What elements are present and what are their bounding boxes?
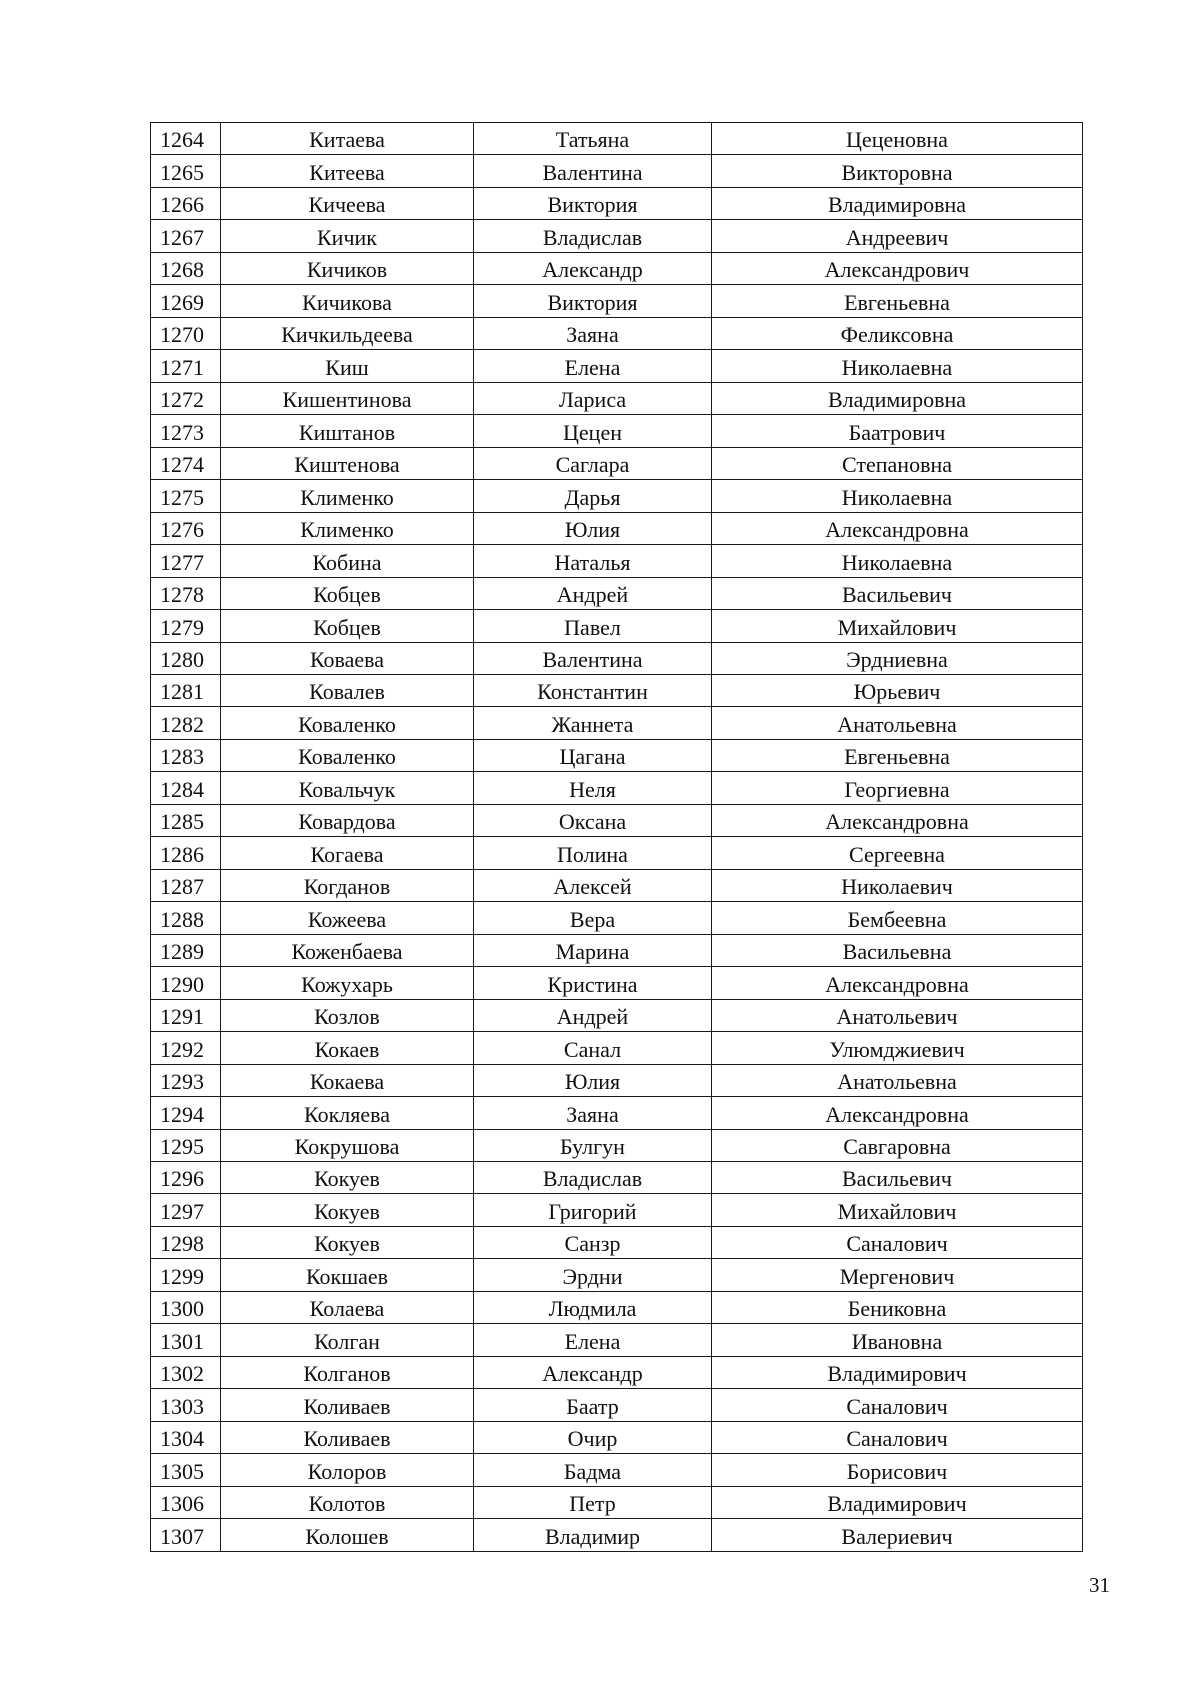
patronymic-cell: Александровна [712, 967, 1083, 999]
first-name-cell: Константин [474, 674, 712, 706]
last-name-cell: Клименко [221, 512, 474, 544]
table-row [151, 1064, 1083, 1096]
first-name-cell: Валентина [474, 642, 712, 674]
patronymic-cell: Ивановна [712, 1324, 1083, 1356]
patronymic-cell: Александрович [712, 252, 1083, 284]
patronymic-cell: Николаевна [712, 350, 1083, 382]
last-name-cell: Колаева [221, 1291, 474, 1323]
last-name-cell: Колотов [221, 1486, 474, 1518]
table-row [151, 285, 1083, 317]
table-row [151, 707, 1083, 739]
patronymic-cell: Цеценовна [712, 123, 1083, 155]
last-name-cell: Ковардова [221, 804, 474, 836]
row-number-cell: 1284 [151, 772, 221, 804]
row-number-cell: 1298 [151, 1226, 221, 1258]
last-name-cell: Кокуев [221, 1226, 474, 1258]
first-name-cell: Елена [474, 350, 712, 382]
table-row [151, 1291, 1083, 1323]
row-number-cell: 1267 [151, 220, 221, 252]
first-name-cell: Андрей [474, 999, 712, 1031]
last-name-cell: Кичеева [221, 187, 474, 219]
row-number-cell: 1270 [151, 317, 221, 349]
patronymic-cell: Михайлович [712, 610, 1083, 642]
table-row [151, 804, 1083, 836]
first-name-cell: Андрей [474, 577, 712, 609]
first-name-cell: Полина [474, 837, 712, 869]
row-number-cell: 1274 [151, 447, 221, 479]
first-name-cell: Заяна [474, 317, 712, 349]
first-name-cell: Цецен [474, 415, 712, 447]
first-name-cell: Заяна [474, 1097, 712, 1129]
row-number-cell: 1289 [151, 934, 221, 966]
row-number-cell: 1285 [151, 804, 221, 836]
table-row [151, 1454, 1083, 1486]
last-name-cell: Колган [221, 1324, 474, 1356]
table-row [151, 350, 1083, 382]
last-name-cell: Ковалев [221, 674, 474, 706]
patronymic-cell: Васильевич [712, 1162, 1083, 1194]
patronymic-cell: Николаевна [712, 545, 1083, 577]
table-row [151, 1097, 1083, 1129]
table-row [151, 869, 1083, 901]
row-number-cell: 1297 [151, 1194, 221, 1226]
last-name-cell: Кокшаев [221, 1259, 474, 1291]
row-number-cell: 1271 [151, 350, 221, 382]
patronymic-cell: Сергеевна [712, 837, 1083, 869]
first-name-cell: Неля [474, 772, 712, 804]
last-name-cell: Кичик [221, 220, 474, 252]
last-name-cell: Коженбаева [221, 934, 474, 966]
last-name-cell: Кокуев [221, 1162, 474, 1194]
patronymic-cell: Саналович [712, 1389, 1083, 1421]
last-name-cell: Китаева [221, 123, 474, 155]
last-name-cell: Кобина [221, 545, 474, 577]
first-name-cell: Петр [474, 1486, 712, 1518]
first-name-cell: Владислав [474, 1162, 712, 1194]
first-name-cell: Елена [474, 1324, 712, 1356]
first-name-cell: Эрдни [474, 1259, 712, 1291]
last-name-cell: Коливаев [221, 1421, 474, 1453]
patronymic-cell: Анатольевна [712, 707, 1083, 739]
first-name-cell: Юлия [474, 512, 712, 544]
table-row [151, 902, 1083, 934]
last-name-cell: Клименко [221, 480, 474, 512]
first-name-cell: Бадма [474, 1454, 712, 1486]
table-row [151, 1226, 1083, 1258]
first-name-cell: Виктория [474, 285, 712, 317]
table-row [151, 837, 1083, 869]
row-number-cell: 1304 [151, 1421, 221, 1453]
row-number-cell: 1303 [151, 1389, 221, 1421]
last-name-cell: Кишентинова [221, 382, 474, 414]
patronymic-cell: Евгеньевна [712, 285, 1083, 317]
last-name-cell: Кожеева [221, 902, 474, 934]
patronymic-cell: Анатольевич [712, 999, 1083, 1031]
patronymic-cell: Александровна [712, 512, 1083, 544]
first-name-cell: Павел [474, 610, 712, 642]
first-name-cell: Жаннета [474, 707, 712, 739]
last-name-cell: Кобцев [221, 610, 474, 642]
last-name-cell: Колганов [221, 1356, 474, 1388]
table-row [151, 415, 1083, 447]
table-row [151, 1129, 1083, 1161]
page-number: 31 [1089, 1573, 1110, 1597]
last-name-cell: Кичиков [221, 252, 474, 284]
first-name-cell: Саглара [474, 447, 712, 479]
patronymic-cell: Баатрович [712, 415, 1083, 447]
patronymic-cell: Владимировна [712, 382, 1083, 414]
row-number-cell: 1302 [151, 1356, 221, 1388]
table-row [151, 934, 1083, 966]
table-row [151, 674, 1083, 706]
table-row [151, 577, 1083, 609]
row-number-cell: 1291 [151, 999, 221, 1031]
table-row [151, 1519, 1083, 1551]
patronymic-cell: Васильевна [712, 934, 1083, 966]
patronymic-cell: Михайлович [712, 1194, 1083, 1226]
first-name-cell: Санал [474, 1032, 712, 1064]
table-row [151, 1421, 1083, 1453]
first-name-cell: Виктория [474, 187, 712, 219]
patronymic-cell: Саналович [712, 1226, 1083, 1258]
row-number-cell: 1294 [151, 1097, 221, 1129]
table-row [151, 545, 1083, 577]
row-number-cell: 1293 [151, 1064, 221, 1096]
patronymic-cell: Валериевич [712, 1519, 1083, 1551]
table-row [151, 252, 1083, 284]
last-name-cell: Кокляева [221, 1097, 474, 1129]
row-number-cell: 1282 [151, 707, 221, 739]
patronymic-cell: Феликсовна [712, 317, 1083, 349]
row-number-cell: 1269 [151, 285, 221, 317]
row-number-cell: 1290 [151, 967, 221, 999]
row-number-cell: 1300 [151, 1291, 221, 1323]
first-name-cell: Татьяна [474, 123, 712, 155]
last-name-cell: Кобцев [221, 577, 474, 609]
row-number-cell: 1268 [151, 252, 221, 284]
row-number-cell: 1281 [151, 674, 221, 706]
first-name-cell: Людмила [474, 1291, 712, 1323]
row-number-cell: 1307 [151, 1519, 221, 1551]
row-number-cell: 1306 [151, 1486, 221, 1518]
roster-table-body [151, 123, 1083, 1552]
patronymic-cell: Эрдниевна [712, 642, 1083, 674]
table-row [151, 123, 1083, 155]
first-name-cell: Марина [474, 934, 712, 966]
first-name-cell: Оксана [474, 804, 712, 836]
first-name-cell: Лариса [474, 382, 712, 414]
patronymic-cell: Савгаровна [712, 1129, 1083, 1161]
row-number-cell: 1277 [151, 545, 221, 577]
table-row [151, 1162, 1083, 1194]
first-name-cell: Александр [474, 1356, 712, 1388]
roster-table [150, 122, 1083, 1552]
table-row [151, 447, 1083, 479]
table-row [151, 739, 1083, 771]
table-row [151, 967, 1083, 999]
last-name-cell: Когаева [221, 837, 474, 869]
patronymic-cell: Александровна [712, 1097, 1083, 1129]
first-name-cell: Григорий [474, 1194, 712, 1226]
row-number-cell: 1295 [151, 1129, 221, 1161]
table-row [151, 187, 1083, 219]
table-row [151, 220, 1083, 252]
last-name-cell: Коваленко [221, 739, 474, 771]
last-name-cell: Кокрушова [221, 1129, 474, 1161]
last-name-cell: Коливаев [221, 1389, 474, 1421]
row-number-cell: 1272 [151, 382, 221, 414]
patronymic-cell: Степановна [712, 447, 1083, 479]
first-name-cell: Кристина [474, 967, 712, 999]
last-name-cell: Кичикова [221, 285, 474, 317]
patronymic-cell: Юрьевич [712, 674, 1083, 706]
last-name-cell: Ковальчук [221, 772, 474, 804]
table-row [151, 382, 1083, 414]
last-name-cell: Колоров [221, 1454, 474, 1486]
table-row [151, 1032, 1083, 1064]
row-number-cell: 1288 [151, 902, 221, 934]
patronymic-cell: Васильевич [712, 577, 1083, 609]
row-number-cell: 1287 [151, 869, 221, 901]
patronymic-cell: Саналович [712, 1421, 1083, 1453]
patronymic-cell: Улюмджиевич [712, 1032, 1083, 1064]
first-name-cell: Наталья [474, 545, 712, 577]
patronymic-cell: Мергенович [712, 1259, 1083, 1291]
table-row [151, 1324, 1083, 1356]
patronymic-cell: Бениковна [712, 1291, 1083, 1323]
table-row [151, 1194, 1083, 1226]
first-name-cell: Валентина [474, 155, 712, 187]
row-number-cell: 1283 [151, 739, 221, 771]
patronymic-cell: Борисович [712, 1454, 1083, 1486]
last-name-cell: Коваленко [221, 707, 474, 739]
table-row [151, 610, 1083, 642]
table-row [151, 1259, 1083, 1291]
last-name-cell: Кокуев [221, 1194, 474, 1226]
table-row [151, 1356, 1083, 1388]
patronymic-cell: Владимировна [712, 187, 1083, 219]
last-name-cell: Кожухарь [221, 967, 474, 999]
table-row [151, 1486, 1083, 1518]
patronymic-cell: Николаевич [712, 869, 1083, 901]
row-number-cell: 1278 [151, 577, 221, 609]
table-row [151, 512, 1083, 544]
first-name-cell: Булгун [474, 1129, 712, 1161]
patronymic-cell: Владимирович [712, 1356, 1083, 1388]
last-name-cell: Киштенова [221, 447, 474, 479]
first-name-cell: Владислав [474, 220, 712, 252]
patronymic-cell: Викторовна [712, 155, 1083, 187]
patronymic-cell: Евгеньевна [712, 739, 1083, 771]
patronymic-cell: Андреевич [712, 220, 1083, 252]
patronymic-cell: Владимирович [712, 1486, 1083, 1518]
last-name-cell: Козлов [221, 999, 474, 1031]
row-number-cell: 1275 [151, 480, 221, 512]
table-row [151, 1389, 1083, 1421]
row-number-cell: 1296 [151, 1162, 221, 1194]
last-name-cell: Кичкильдеева [221, 317, 474, 349]
last-name-cell: Кокаев [221, 1032, 474, 1064]
last-name-cell: Коваева [221, 642, 474, 674]
row-number-cell: 1286 [151, 837, 221, 869]
table-row [151, 772, 1083, 804]
table-row [151, 642, 1083, 674]
last-name-cell: Колошев [221, 1519, 474, 1551]
table-row [151, 480, 1083, 512]
patronymic-cell: Бембеевна [712, 902, 1083, 934]
last-name-cell: Киш [221, 350, 474, 382]
row-number-cell: 1264 [151, 123, 221, 155]
first-name-cell: Вера [474, 902, 712, 934]
last-name-cell: Китеева [221, 155, 474, 187]
row-number-cell: 1276 [151, 512, 221, 544]
row-number-cell: 1305 [151, 1454, 221, 1486]
patronymic-cell: Александровна [712, 804, 1083, 836]
patronymic-cell: Георгиевна [712, 772, 1083, 804]
row-number-cell: 1299 [151, 1259, 221, 1291]
last-name-cell: Киштанов [221, 415, 474, 447]
row-number-cell: 1265 [151, 155, 221, 187]
table-row [151, 155, 1083, 187]
table-row [151, 317, 1083, 349]
row-number-cell: 1301 [151, 1324, 221, 1356]
first-name-cell: Цагана [474, 739, 712, 771]
table-row [151, 999, 1083, 1031]
row-number-cell: 1266 [151, 187, 221, 219]
first-name-cell: Очир [474, 1421, 712, 1453]
row-number-cell: 1292 [151, 1032, 221, 1064]
last-name-cell: Когданов [221, 869, 474, 901]
row-number-cell: 1279 [151, 610, 221, 642]
first-name-cell: Баатр [474, 1389, 712, 1421]
patronymic-cell: Николаевна [712, 480, 1083, 512]
first-name-cell: Владимир [474, 1519, 712, 1551]
row-number-cell: 1280 [151, 642, 221, 674]
first-name-cell: Санзр [474, 1226, 712, 1258]
first-name-cell: Дарья [474, 480, 712, 512]
row-number-cell: 1273 [151, 415, 221, 447]
first-name-cell: Юлия [474, 1064, 712, 1096]
first-name-cell: Александр [474, 252, 712, 284]
patronymic-cell: Анатольевна [712, 1064, 1083, 1096]
last-name-cell: Кокаева [221, 1064, 474, 1096]
first-name-cell: Алексей [474, 869, 712, 901]
